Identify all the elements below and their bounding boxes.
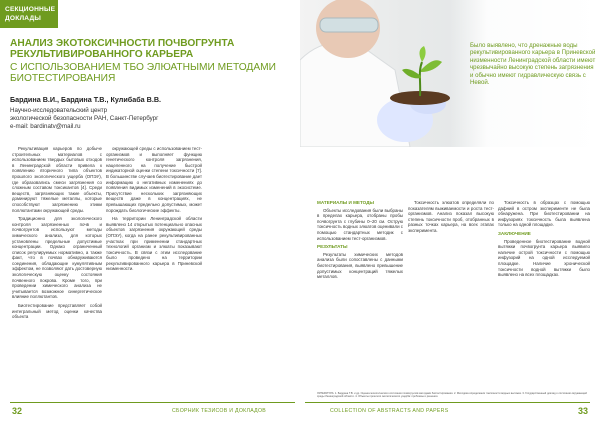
footer-divider-left	[10, 402, 295, 403]
paragraph: Рекультивация карьеров по добыче строительных материалов с использованием твердых бытовых отходов в Ленинградской области привела к появлению вторичного типа объектов прошлого экологического ущерба (ОПЭУ), где образовались смеси загрязнения со сложным составом токсикантов [4]. Среди веществ, загрязняющих такие объекты, доминируют тяжелые металлы, которые способствуют загрязнению этими поллютантами окружающей среды.	[12, 146, 102, 213]
section-heading-results: РЕЗУЛЬТАТЫ	[317, 244, 348, 250]
page-number-left: 32	[12, 406, 23, 416]
paragraph: Токсичность элюатов определяли по показателям выживаемости и роста тест-организмов. Анализ показал высокую степень токсичности проб, отобранных в разных точках карьера, на всех этапах эксперимента.	[408, 200, 494, 233]
text-column-5	[498, 200, 590, 400]
article-subtitle: С ИСПОЛЬЗОВАНИЕМ ТБО ЭЛЮАТНЫМИ МЕТОДАМИ БИОТЕСТИРОВАНИЯ	[10, 62, 276, 84]
footer-text-left: СБОРНИК ТЕЗИСОВ И ДОКЛАДОВ	[172, 408, 267, 414]
text-column-1	[12, 146, 102, 396]
paragraph: Традиционно для экологического контроля загрязненных почв и почвогрунтов используют методы химического анализа, для которых установлены предельные допустимые концентрации. Однако ограниченный список регулируемых нормативно, а также факт, что в почвах обнаруживаются соединения, обладающие кумулятивным эффектом, не позволяют дать достоверную экологическую оценку состояния почвенного покрова. Кроме того, при проведении химического анализа не учитывается возможное синергетическое влияние поллютантов.	[12, 216, 102, 300]
footer-divider-right	[305, 402, 590, 403]
text-column-3	[317, 200, 403, 400]
section-heading-conclusion: ЗАКЛЮЧЕНИЕ	[498, 230, 531, 236]
pull-quote: Было выявлено, что дренажные воды рекультивированного карьера в Приневской низменности Ленинградской области имеют чрезвычайно высокую степень загрязнения и обычно имеют гидравлическую связь с Невой.	[470, 42, 596, 87]
section-heading-methods: МАТЕРИАЛЫ И МЕТОДЫ	[317, 200, 374, 205]
page-number-right: 33	[578, 406, 589, 416]
references: ЛИТЕРАТУРА: 1. Бардина Т.В. и др. Оценка экологического состояния почвогрунтов методами биотестирования. 2. Методика определения токсичности водных вытяжек. 3. Государственный доклад о состоянии окружающей среды Ленинградской области. 4. Объекты прошлого экологического ущерба: проблемы и решения.	[317, 392, 587, 399]
paragraph: Токсичность в образцах с помощью дафний в остром эксперименте не была обнаружена. При биотестировании на инфузориях токсичность была выявлена только на одной площадке.	[498, 200, 590, 228]
paragraph: Результаты химических методов анализа были сопоставлены с данными биотестирования, выявлено превышение допустимых концентраций тяжелых металлов.	[317, 251, 403, 280]
article-title: АНАЛИЗ ЭКОТОКСИЧНОСТИ ПОЧВОГРУНТА РЕКУЛЬТИВИРОВАННОГО КАРЬЕРА	[10, 38, 235, 60]
footer-text-right: COLLECTION OF ABSTRACTS AND PAPERS	[330, 408, 449, 414]
paragraph: На территории Ленинградской области выявлено 14 открытых потенциально опасных объектов загрязнения окружающей среды (ОПЭУ), когда на ранее рекультивированных участках при применении стандартных технологий организм и элюаты показывают токсичность. В связи с этим исследование было проведено на территории рекультивированного карьера в Приневской низменности.	[106, 216, 202, 272]
text-column-2	[106, 146, 202, 396]
section-tab	[0, 0, 58, 28]
article-authors: Бардина В.И., Бардина Т.В., Кулибаба В.В.	[10, 95, 162, 104]
affiliation-line1: Научно-исследовательский центр	[10, 107, 108, 114]
paragraph: Объекты исследования были выбраны в пределах карьера, отобраны пробы почвогрунта с глубины 0–20 см. Острую токсичность водных элюатов оценивали с помощью стандартных методик с использованием тест-организмов.	[317, 207, 403, 241]
section-tab-line1: СЕКЦИОННЫЕ	[5, 6, 56, 13]
section-tab-line2: ДОКЛАДЫ	[5, 15, 42, 22]
affiliation-line2: экологической безопасности РАН, Санкт-Петербург	[10, 115, 159, 122]
paragraph: Проведенное биотестирование водной вытяжки почвогрунта карьера выявило наличие острой токсичности с помощью инфузорий на одной исследуемой площадке. Наличие хронической токсичности водной вытяжки было выявлено на всех площадках.	[498, 238, 590, 278]
author-email: e-mail: bardinatv@mail.ru	[10, 123, 81, 130]
text-column-4	[408, 200, 494, 400]
paragraph: окружающей среды с использованием тест-организмов и выполняет функцию генетического контроля загрязнения, нацеленного на получение быстрой индикаторной оценки степени токсичности [7]. В большинстве случаев биотестирование дает информацию о негативных изменениях до появления видимых изменений в экосистеме. Присутствие нескольких загрязняющих веществ даже в концентрациях, не превышающих предельно допустимых, может порождать биологические эффекты.	[106, 146, 202, 213]
paragraph: Биотестирование представляет собой интегральный метод оценки качества объекта	[12, 303, 102, 320]
